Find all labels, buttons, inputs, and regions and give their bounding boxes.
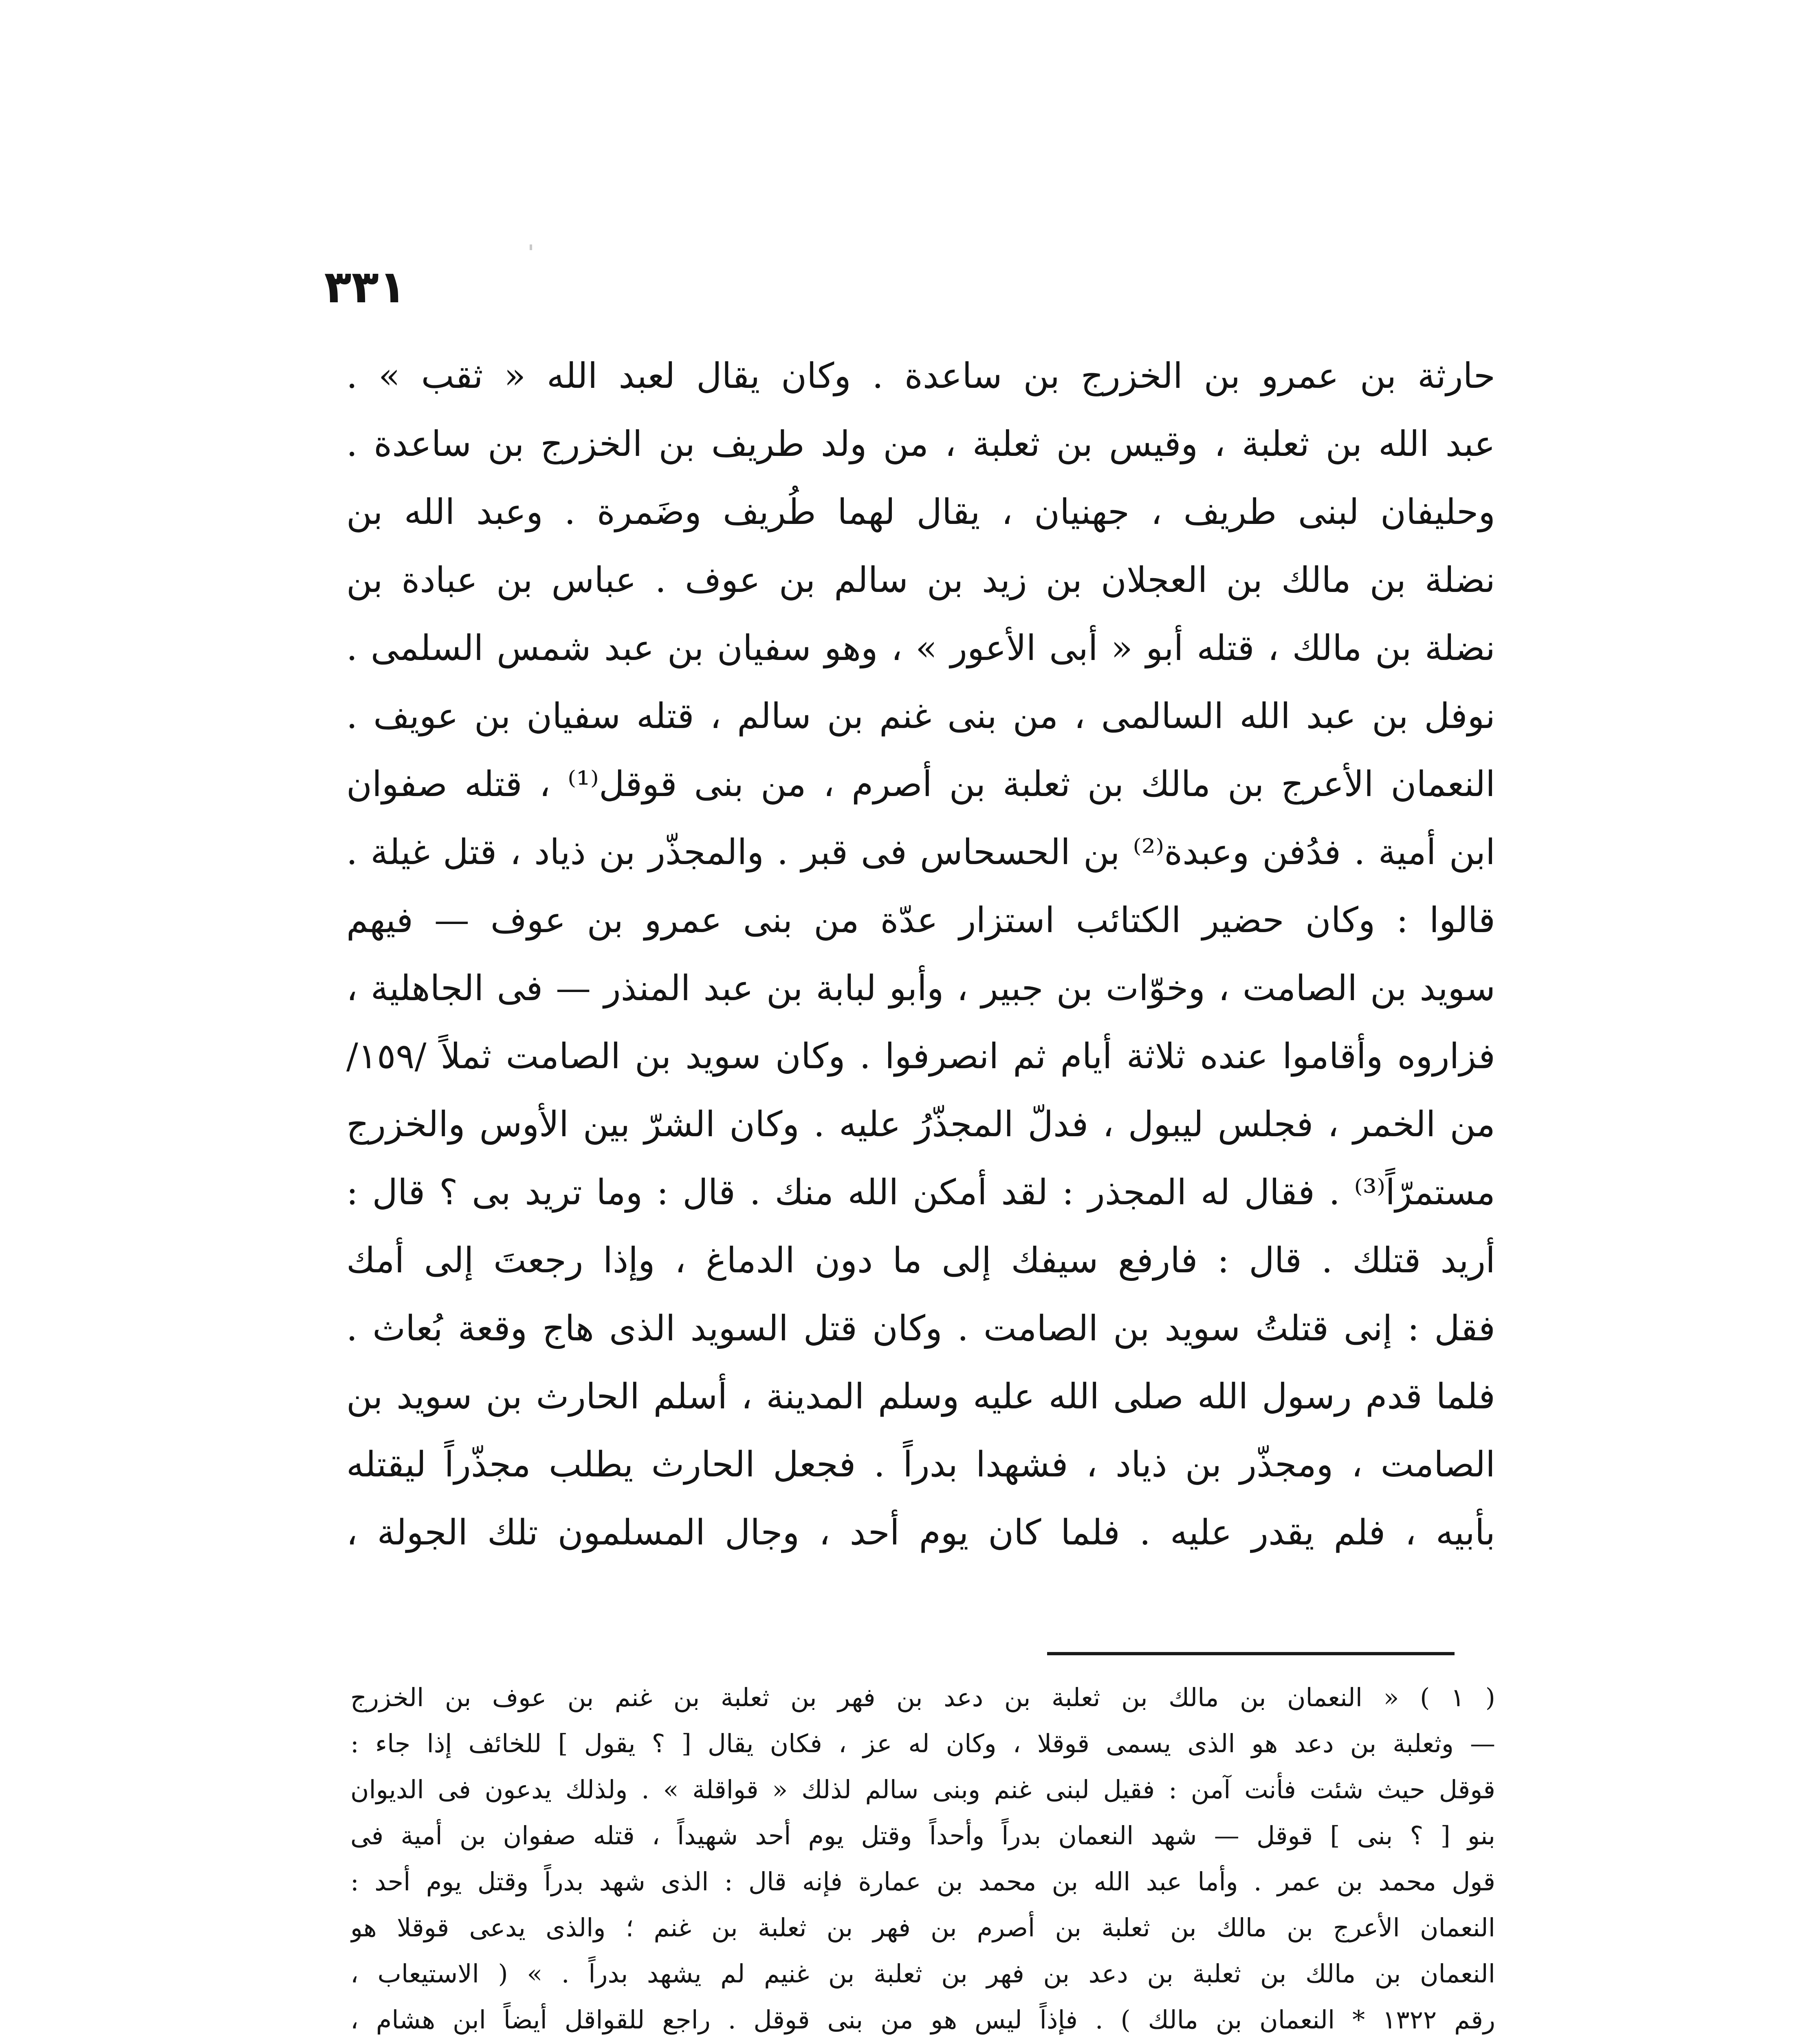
text-line: من الخمر ، فجلس ليبول ، فدلّ المجذّرُ عليه . وكان الشرّ بين الأوس والخزرج	[346, 1104, 1495, 1145]
scan-speck	[530, 244, 532, 250]
footnote-line: النعمان بن مالك بن ثعلبة بن دعد بن فهر بن ثعلبة بن غنيم لم يشهد بدراً . » ( الاستيعاب ،	[350, 1959, 1495, 1989]
main-text	[346, 342, 1495, 1567]
footnote-line: النعمان الأعرج بن مالك بن ثعلبة بن أصرم بن فهر بن ثعلبة بن غنم ؛ والذى يدعى قوقلا هو	[350, 1913, 1495, 1942]
text-line: وحليفان لبنى طريف ، جهنيان ، يقال لهما طُريف وضَمرة . وعبد الله بن	[346, 492, 1495, 532]
footnote-line: قوقل حيث شئت فأنت آمن : فقيل لبنى غنم وبنى سالم لذلك « قواقلة » . ولذلك يدعون فى الديوان	[350, 1775, 1495, 1804]
footnote-line: قول محمد بن عمر . وأما عبد الله بن محمد بن عمارة فإنه قال : الذى شهد بدراً وقتل يوم أحد :	[350, 1867, 1495, 1896]
text-line: سويد بن الصامت ، وخوّات بن جبير ، وأبو لبابة بن عبد المنذر — فى الجاهلية ،	[346, 968, 1495, 1009]
text-line: حارثة بن عمرو بن الخزرج بن ساعدة . وكان يقال لعبد الله « ثقب » .	[346, 356, 1495, 396]
text-line: مستمرّاً⁽³⁾ . فقال له المجذر : لقد أمكن الله منك . قال : وما تريد بى ؟ قال :	[346, 1172, 1495, 1213]
footnote-line: بنو [ ؟ بنى ] قوقل — شهد النعمان بدراً وأحداً وقتل يوم أحد شهيداً ، قتله صفوان بن أمية فى	[350, 1821, 1495, 1850]
footnotes	[350, 1674, 1495, 2037]
footnote-line: رقم ١٣٢٢ * النعمان بن مالك ) . فإذاً ليس هو من بنى قوقل . راجع للقواقل أيضاً ابن هشام ،	[350, 2005, 1495, 2035]
text-line: نضلة بن مالك ، قتله أبو « أبى الأعور » ، وهو سفيان بن عبد شمس السلمى .	[346, 628, 1495, 669]
text-line: نوفل بن عبد الله السالمى ، من بنى غنم بن سالم ، قتله سفيان بن عويف .	[346, 696, 1495, 737]
text-line: النعمان الأعرج بن مالك بن ثعلبة بن أصرم ، من بنى قوقل⁽¹⁾ ، قتله صفوان	[346, 764, 1495, 805]
footnote-line: — وثعلبة بن دعد هو الذى يسمى قوقلا ، وكان له عز ، فكان يقال [ ؟ يقول ] للخائف إذا جاء :	[350, 1729, 1495, 1758]
text-line: قالوا : وكان حضير الكتائب استزار عدّة من بنى عمرو بن عوف — فيهم	[346, 900, 1495, 941]
text-line: أريد قتلك . قال : فارفع سيفك إلى ما دون الدماغ ، وإذا رجعتَ إلى أمك	[346, 1240, 1495, 1281]
text-line: الصامت ، ومجذّر بن ذياد ، فشهدا بدراً . فجعل الحارث يطلب مجذّراً ليقتله	[346, 1444, 1495, 1485]
text-line: عبد الله بن ثعلبة ، وقيس بن ثعلبة ، من ولد طريف بن الخزرج بن ساعدة .	[346, 424, 1495, 464]
page-number: ٣٣١	[324, 261, 406, 313]
text-line: نضلة بن مالك بن العجلان بن زيد بن سالم بن عوف . عباس بن عبادة بن	[346, 560, 1495, 601]
text-line: فلما قدم رسول الله صلى الله عليه وسلم المدينة ، أسلم الحارث بن سويد بن	[346, 1376, 1495, 1417]
footnote-separator	[1047, 1652, 1455, 1655]
text-line: فزاروه وأقاموا عنده ثلاثة أيام ثم انصرفوا . وكان سويد بن الصامت ثملاً /١٥٩/	[346, 1036, 1495, 1077]
footnote-line: ( ١ ) « النعمان بن مالك بن ثعلبة بن دعد بن فهر بن ثعلبة بن غنم بن عوف بن الخزرج	[350, 1683, 1495, 1712]
text-line: بأبيه ، فلم يقدر عليه . فلما كان يوم أحد ، وجال المسلمون تلك الجولة ،	[346, 1512, 1495, 1553]
text-line: ابن أمية . فدُفن وعبدة⁽²⁾ بن الحسحاس فى قبر . والمجذّر بن ذياد ، قتل غيلة .	[346, 832, 1495, 873]
text-line: فقل : إنى قتلتُ سويد بن الصامت . وكان قتل السويد الذى هاج وقعة بُعاث .	[346, 1308, 1495, 1349]
